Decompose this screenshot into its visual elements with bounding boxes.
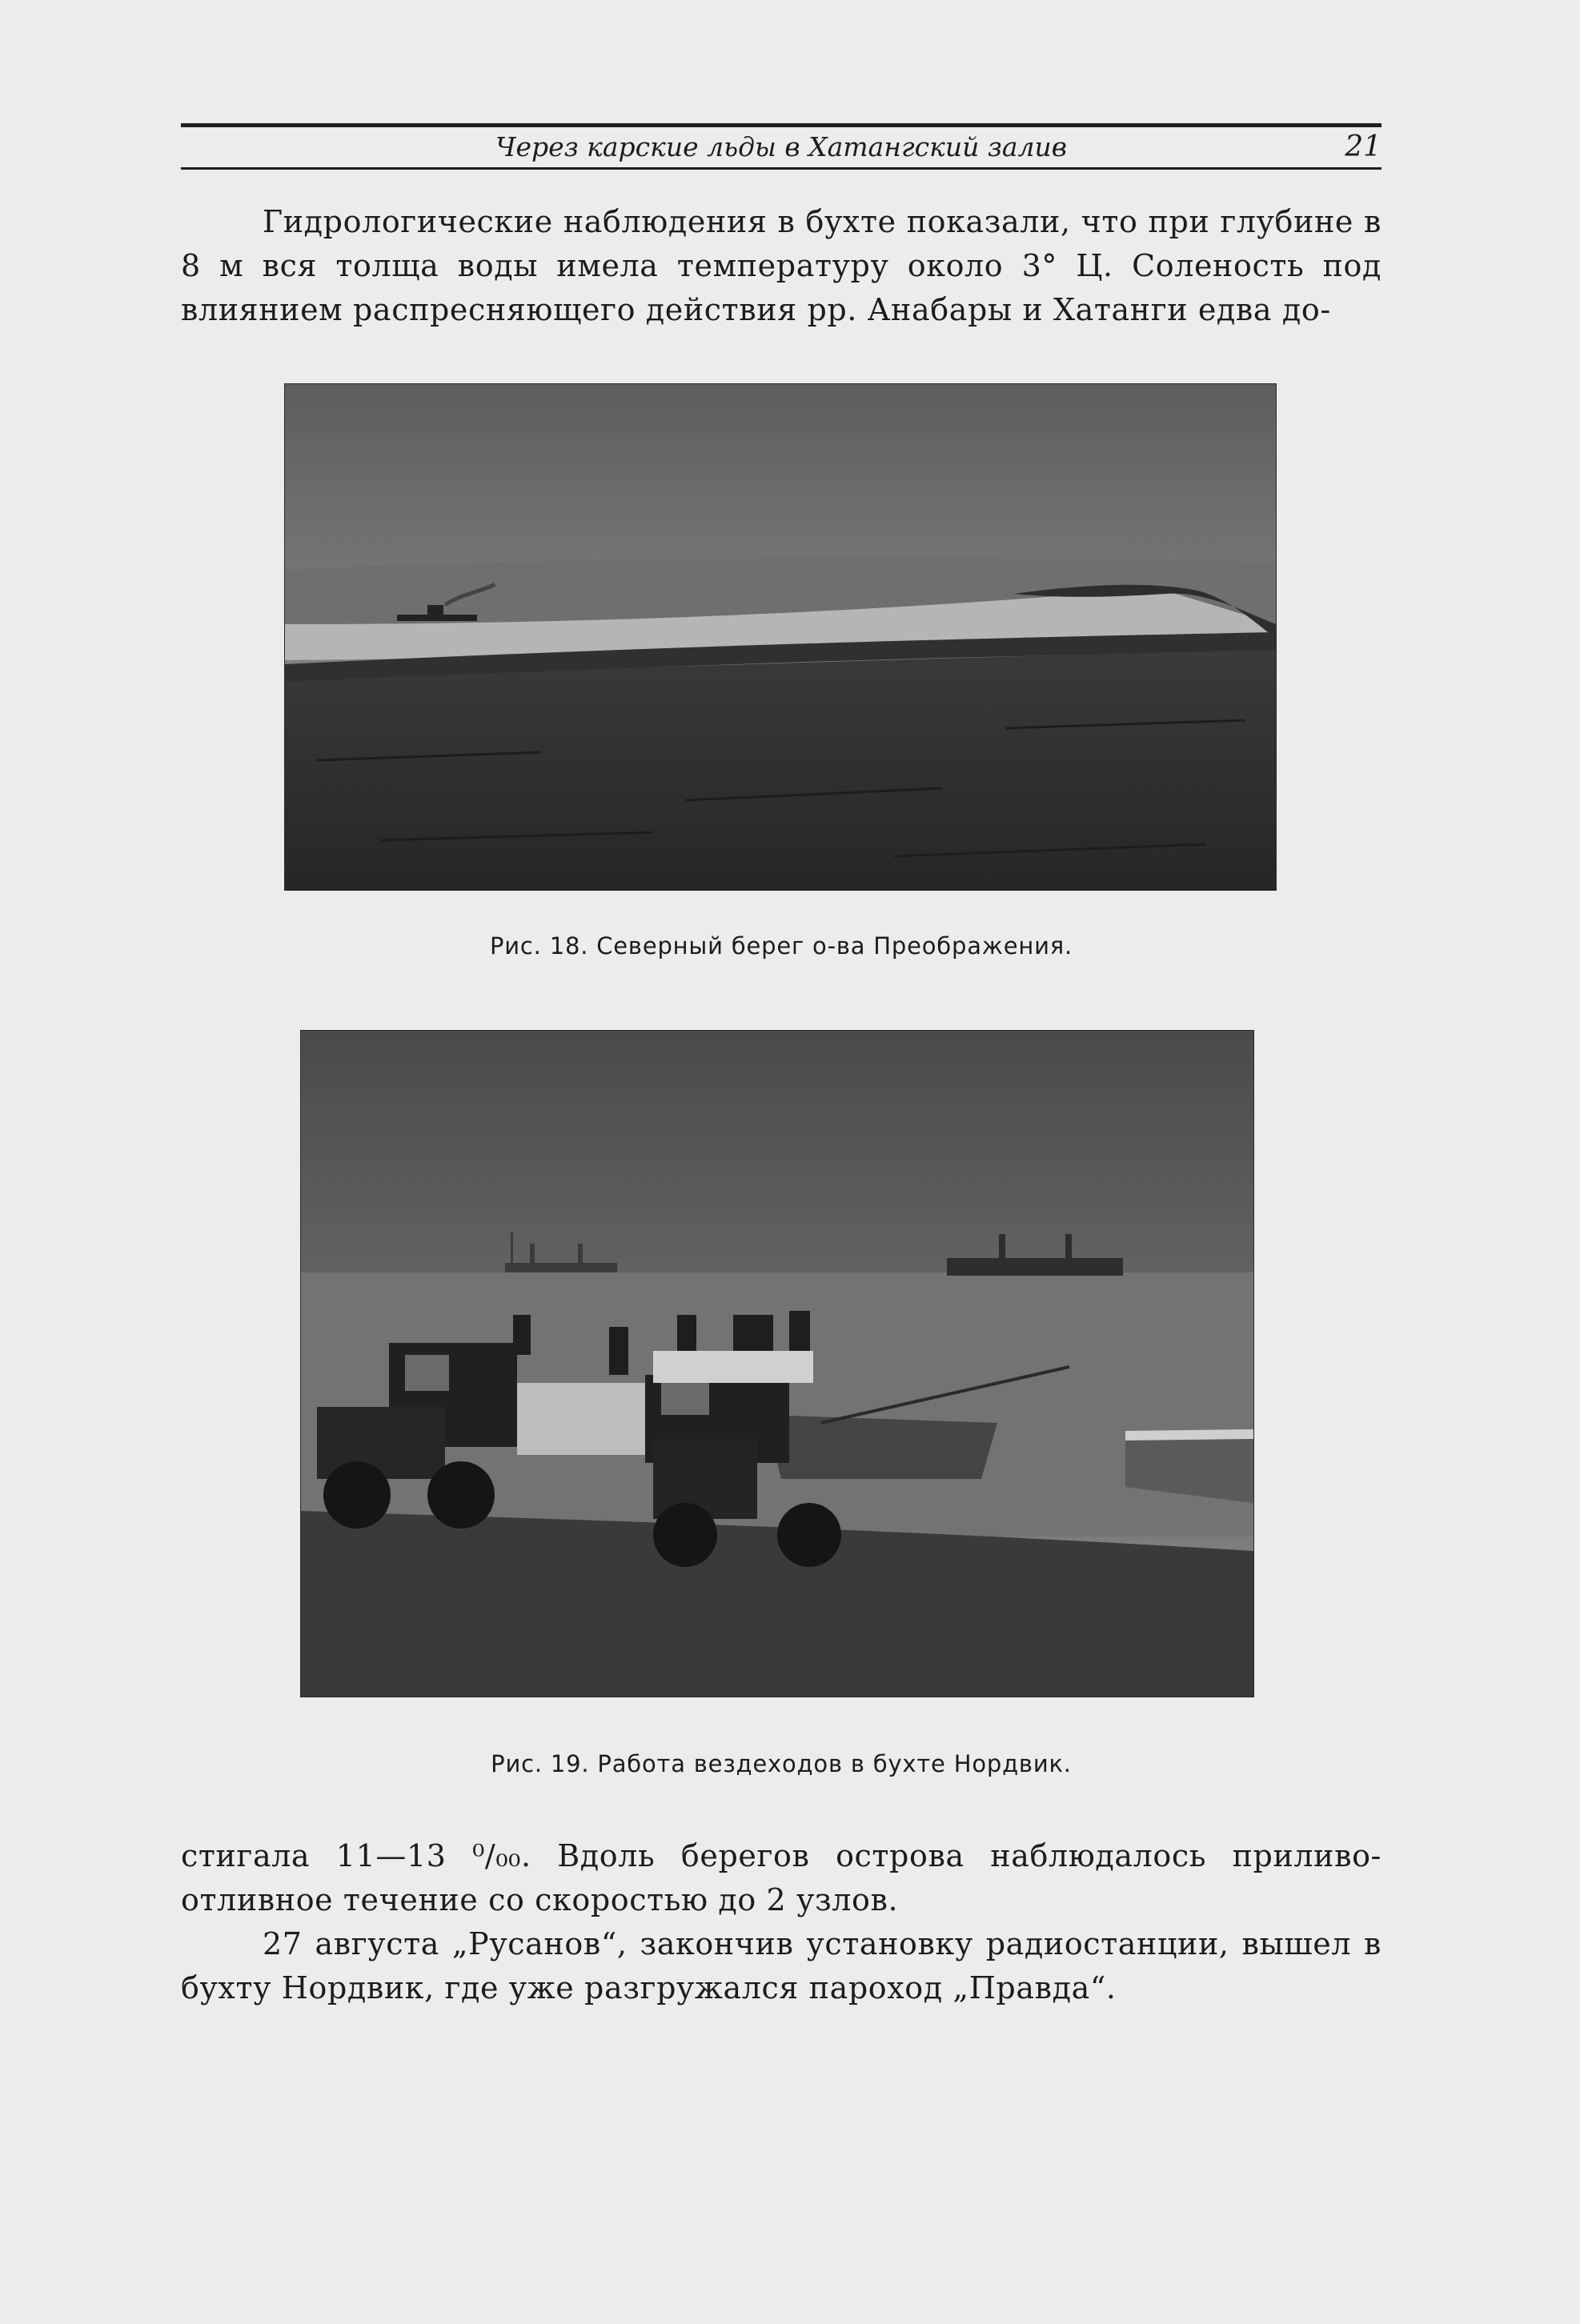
paragraph-2: стигала 11—13 ⁰/₀₀. Вдоль берегов острова наблюдалось приливо-отливное течение со скоростью до 2 узлов.	[181, 1838, 1381, 1917]
paragraph-3: 27 августа „Русанов“, закончив установку радиостанции, вышел в бухту Нордвик, где уже разгружался пароход „Правда“.	[181, 1926, 1381, 2005]
header-rule-top	[181, 123, 1381, 127]
figure-18-photo	[285, 384, 1276, 890]
paragraph-1: Гидрологические наблюдения в бухте показали, что при глубине в 8 м вся толща воды имела температуру около 3° Ц. Соленость под влиянием распресняющего действия рр. Анабары и Хатанги едва до-	[181, 204, 1381, 327]
shore-photo-illustration	[285, 384, 1276, 890]
running-title: Через карские льды в Хатангский залив	[495, 131, 1067, 162]
header-rule-bottom	[181, 167, 1381, 170]
running-head	[181, 130, 1381, 164]
figure-18-caption: Рис. 18. Северный берег о-ва Преображения.	[489, 932, 1073, 960]
figure-19-caption: Рис. 19. Работа вездеходов в бухте Нордвик.	[491, 1750, 1072, 1777]
page-number: 21	[1345, 130, 1381, 163]
figure-19-photo	[301, 1031, 1253, 1697]
vehicles-photo-illustration	[301, 1031, 1253, 1697]
